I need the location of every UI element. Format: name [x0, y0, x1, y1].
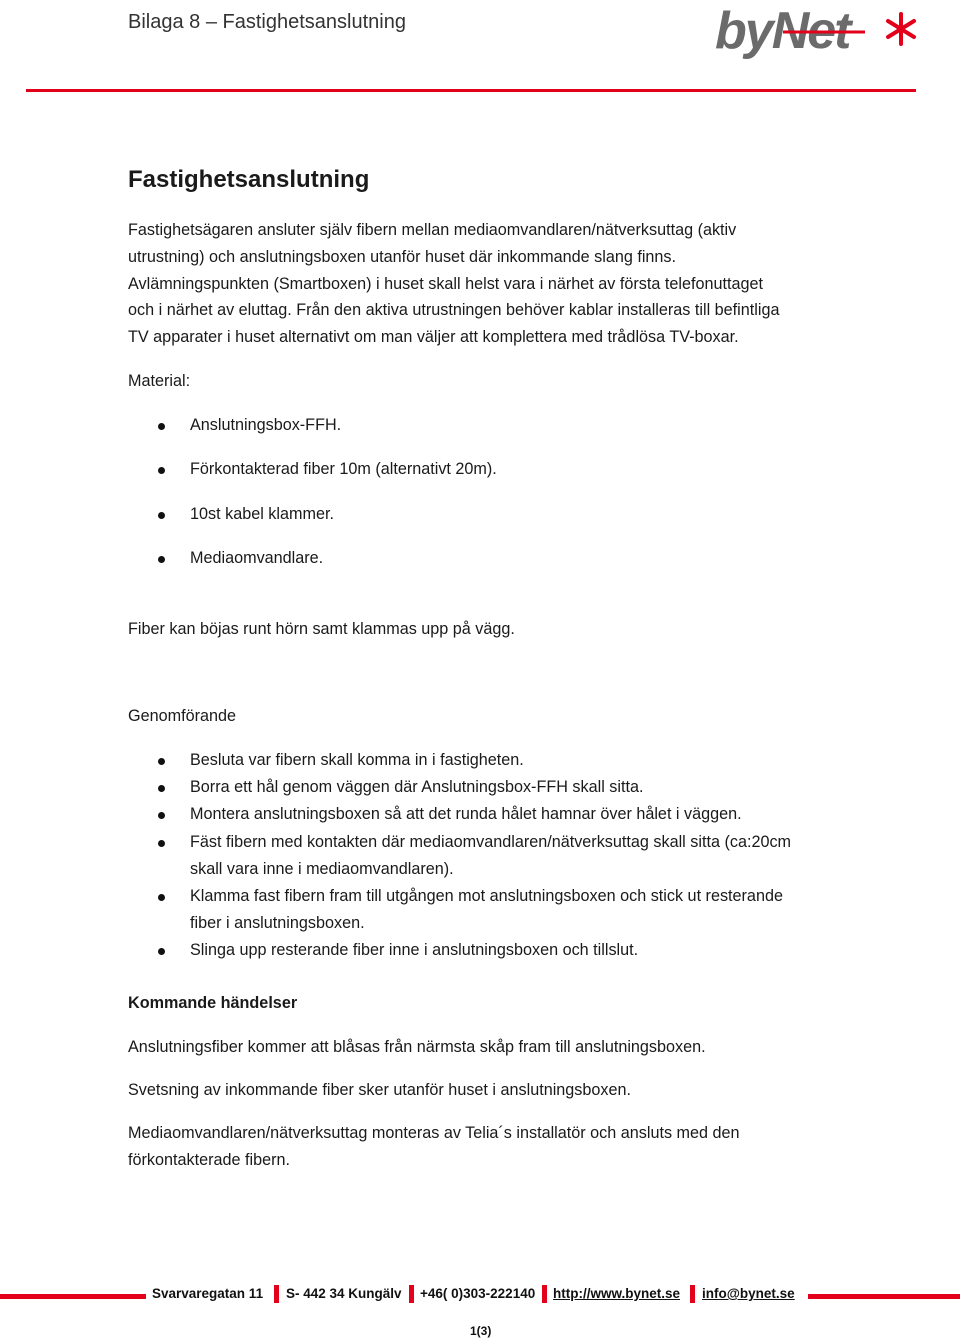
- material-item: Anslutningsbox-FFH.: [190, 416, 342, 434]
- footer-separator: [690, 1285, 695, 1303]
- bullet-icon: [158, 556, 165, 563]
- intro-line: Avlämningspunkten (Smartboxen) i huset skall helst vara i närhet av första telefonuttaget: [128, 275, 763, 293]
- intro-line: och i närhet av eluttag. Från den aktiva utrustningen behöver kablar installeras till befintliga: [128, 301, 780, 319]
- footer-separator: [542, 1285, 547, 1303]
- material-item: 10st kabel klammer.: [190, 505, 334, 523]
- bynet-logo: [715, 0, 925, 70]
- page-title: Fastighetsanslutning: [128, 166, 370, 193]
- step-item-continued: fiber i anslutningsboxen.: [190, 914, 365, 932]
- logo-text: byNet: [715, 2, 850, 60]
- intro-line: Fastighetsägaren ansluter själv fibern mellan mediaomvandlaren/nätverksuttag (aktiv: [128, 221, 737, 239]
- intro-line: TV apparater i huset alternativt om man väljer att komplettera med trådlösa TV-boxar.: [128, 328, 739, 346]
- footer-separator: [409, 1285, 414, 1303]
- kommande-heading: Kommande händelser: [128, 994, 298, 1012]
- footer-separator: [274, 1285, 279, 1303]
- bullet-icon: [158, 785, 165, 792]
- step-item: Slinga upp resterande fiber inne i anslutningsboxen och tillslut.: [190, 941, 639, 959]
- bullet-icon: [158, 812, 165, 819]
- header-rule: [26, 89, 916, 92]
- bullet-icon: [158, 467, 165, 474]
- step-item: Besluta var fibern skall komma in i fastigheten.: [190, 751, 524, 769]
- footer-bar-left: [0, 1294, 146, 1299]
- kommande-paragraph: Mediaomvandlaren/nätverksuttag monteras av Telia´s installatör och ansluts med den: [128, 1124, 740, 1142]
- kommande-paragraph-continued: förkontakterade fibern.: [128, 1151, 290, 1169]
- step-item-continued: skall vara inne i mediaomvandlaren).: [190, 860, 454, 878]
- step-item: Montera anslutningsboxen så att det runda hålet hamnar över hålet i väggen.: [190, 805, 742, 823]
- footer-email-link[interactable]: info@bynet.se: [702, 1286, 795, 1301]
- material-heading: Material:: [128, 372, 191, 390]
- material-item: Förkontakterad fiber 10m (alternativt 20m).: [190, 460, 497, 478]
- material-item: Mediaomvandlare.: [190, 549, 324, 567]
- material-note: Fiber kan böjas runt hörn samt klammas upp på vägg.: [128, 620, 515, 638]
- footer-postal: S- 442 34 Kungälv: [286, 1286, 402, 1301]
- page-number: 1(3): [470, 1324, 492, 1338]
- genomforande-heading: Genomförande: [128, 707, 236, 725]
- footer-address: Svarvaregatan 11: [152, 1286, 264, 1301]
- step-item: Borra ett hål genom väggen där Anslutningsbox-FFH skall sitta.: [190, 778, 644, 796]
- footer-bar-right: [808, 1294, 960, 1299]
- kommande-paragraph: Anslutningsfiber kommer att blåsas från närmsta skåp fram till anslutningsboxen.: [128, 1038, 706, 1056]
- kommande-paragraph: Svetsning av inkommande fiber sker utanför huset i anslutningsboxen.: [128, 1081, 631, 1099]
- header-title: Bilaga 8 – Fastighetsanslutning: [128, 11, 406, 33]
- bullet-icon: [158, 894, 165, 901]
- intro-line: utrustning) och anslutningsboxen utanför huset där inkommande slang finns.: [128, 248, 677, 266]
- step-item: Fäst fibern med kontakten där mediaomvandlaren/nätverksuttag skall sitta (ca:20cm: [190, 833, 792, 851]
- footer-phone: +46( 0)303-222140: [420, 1286, 536, 1301]
- footer-website-link[interactable]: http://www.bynet.se: [553, 1286, 681, 1301]
- bullet-icon: [158, 512, 165, 519]
- bullet-icon: [158, 840, 165, 847]
- bullet-icon: [158, 758, 165, 765]
- bullet-icon: [158, 948, 165, 955]
- step-item: Klamma fast fibern fram till utgången mot anslutningsboxen och stick ut resterande: [190, 887, 783, 905]
- bullet-icon: [158, 423, 165, 430]
- logo-star-icon: [888, 14, 914, 44]
